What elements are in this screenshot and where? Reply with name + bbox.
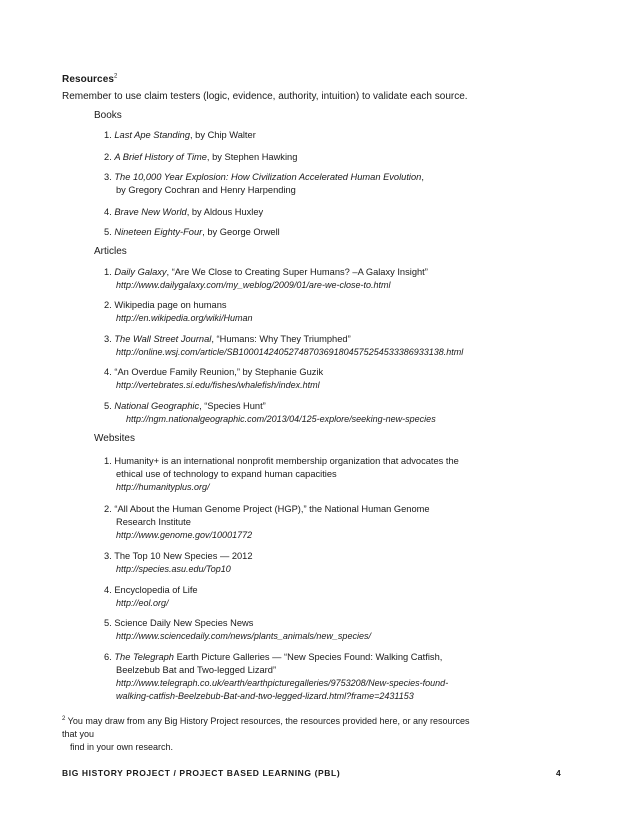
- book-item-4: [104, 206, 263, 219]
- website-link[interactable]: http://www.genome.gov/10001772: [116, 530, 253, 540]
- website-description: Science Daily New Species News: [114, 618, 254, 628]
- item-number: 1.: [104, 456, 112, 466]
- item-number: 3.: [104, 172, 112, 182]
- website-item-5: [104, 617, 371, 643]
- book-author: , by Chip Walter: [190, 130, 256, 140]
- article-title: , “Species Hunt”: [199, 401, 266, 411]
- article-item-2: [104, 299, 253, 325]
- intro-text: Remember to use claim testers (logic, evidence, authority, intuition) to validate each source.: [62, 91, 468, 102]
- heading-footnote-marker: 2: [114, 73, 118, 80]
- book-title: Last Ape Standing: [114, 130, 190, 140]
- website-description: “All About the Human Genome Project (HGP),” the National Human Genome: [114, 504, 430, 514]
- articles-label: Articles: [94, 246, 127, 257]
- item-number: 1.: [104, 267, 112, 277]
- page-number: 4: [556, 768, 561, 778]
- item-number: 3.: [104, 551, 112, 561]
- footer-title: BIG HISTORY PROJECT / PROJECT BASED LEARNING (PBL): [62, 768, 341, 778]
- article-title: Wikipedia page on humans: [114, 300, 227, 310]
- book-title: The 10,000 Year Explosion: How Civilization Accelerated Human Evolution: [114, 172, 422, 182]
- article-link[interactable]: http://online.wsj.com/article/SB10001424052748703691804575254533386933138.html: [116, 347, 464, 357]
- item-number: 4.: [104, 585, 112, 595]
- article-item-1: [104, 266, 428, 292]
- website-item-2: [104, 503, 430, 542]
- article-item-3: [104, 333, 463, 359]
- website-description-cont: Research Institute: [116, 517, 191, 527]
- website-description-cont: Beelzebub Bat and Two-legged Lizard”: [116, 665, 277, 675]
- heading-text: Resources: [62, 74, 115, 85]
- item-number: 2.: [104, 504, 112, 514]
- book-author: , by George Orwell: [202, 227, 280, 237]
- website-source: The Telegraph: [114, 652, 174, 662]
- footnote-text: You may draw from any Big History Project resources, the resources provided here, or any resources that you: [62, 716, 470, 739]
- website-item-6: [104, 651, 448, 703]
- website-link[interactable]: http://www.telegraph.co.uk/earth/earthpicturegalleries/9753208/New-species-found-: [116, 678, 449, 688]
- book-item-3: [104, 171, 424, 197]
- website-link[interactable]: http://humanityplus.org/: [116, 482, 210, 492]
- website-item-1: [104, 455, 459, 494]
- book-author: , by Aldous Huxley: [186, 207, 264, 217]
- book-authors-line: by Gregory Cochran and Henry Harpending: [116, 185, 296, 195]
- footnote: [62, 715, 482, 754]
- website-description: Encyclopedia of Life: [114, 585, 198, 595]
- item-number: 2.: [104, 152, 112, 162]
- website-item-4: [104, 584, 198, 610]
- website-item-3: [104, 550, 253, 576]
- website-link[interactable]: http://species.asu.edu/Top10: [116, 564, 231, 574]
- books-label: Books: [94, 110, 122, 121]
- article-source: National Geographic: [114, 401, 200, 411]
- website-description-cont: ethical use of technology to expand human capacities: [116, 469, 337, 479]
- book-title: Nineteen Eighty-Four: [114, 227, 203, 237]
- article-link[interactable]: http://ngm.nationalgeographic.com/2013/04/125-explore/seeking-new-species: [126, 414, 436, 424]
- footnote-text-cont: find in your own research.: [70, 742, 174, 752]
- book-title: Brave New World: [114, 207, 187, 217]
- article-link[interactable]: http://vertebrates.si.edu/fishes/whalefish/index.html: [116, 380, 320, 390]
- item-number: 4.: [104, 367, 112, 377]
- item-number: 5.: [104, 227, 112, 237]
- resources-heading: [62, 74, 117, 85]
- footnote-marker: 2: [62, 716, 66, 722]
- article-item-4: [104, 366, 323, 392]
- item-number: 5.: [104, 401, 112, 411]
- book-item-1: [104, 129, 256, 142]
- item-number: 1.: [104, 130, 112, 140]
- book-punct: ,: [421, 172, 424, 182]
- item-number: 3.: [104, 334, 112, 344]
- article-item-5: [104, 400, 436, 426]
- item-number: 5.: [104, 618, 112, 628]
- website-link[interactable]: http://www.sciencedaily.com/news/plants_animals/new_species/: [116, 631, 371, 641]
- article-title: , “Are We Close to Creating Super Humans? –A Galaxy Insight”: [166, 267, 428, 277]
- website-description: Earth Picture Galleries — “New Species Found: Walking Catfish,: [173, 652, 443, 662]
- article-source: Daily Galaxy: [114, 267, 167, 277]
- websites-label: Websites: [94, 433, 135, 444]
- website-link-cont[interactable]: walking-catfish-Beelzebub-Bat-and-two-legged-lizard.html?frame=2431153: [116, 691, 414, 701]
- article-title: “An Overdue Family Reunion,” by Stephanie Guzik: [114, 367, 324, 377]
- website-description: The Top 10 New Species — 2012: [114, 551, 253, 561]
- article-link[interactable]: http://en.wikipedia.org/wiki/Human: [116, 313, 253, 323]
- book-author: , by Stephen Hawking: [206, 152, 298, 162]
- book-item-2: [104, 151, 297, 164]
- book-item-5: [104, 226, 280, 239]
- website-description: Humanity+ is an international nonprofit membership organization that advocates the: [114, 456, 459, 466]
- article-link[interactable]: http://www.dailygalaxy.com/my_weblog/2009/01/are-we-close-to.html: [116, 280, 391, 290]
- item-number: 2.: [104, 300, 112, 310]
- item-number: 6.: [104, 652, 112, 662]
- article-title: , “Humans: Why They Triumphed”: [211, 334, 351, 344]
- item-number: 4.: [104, 207, 112, 217]
- article-source: The Wall Street Journal: [114, 334, 212, 344]
- book-title: A Brief History of Time: [114, 152, 207, 162]
- website-link[interactable]: http://eol.org/: [116, 598, 169, 608]
